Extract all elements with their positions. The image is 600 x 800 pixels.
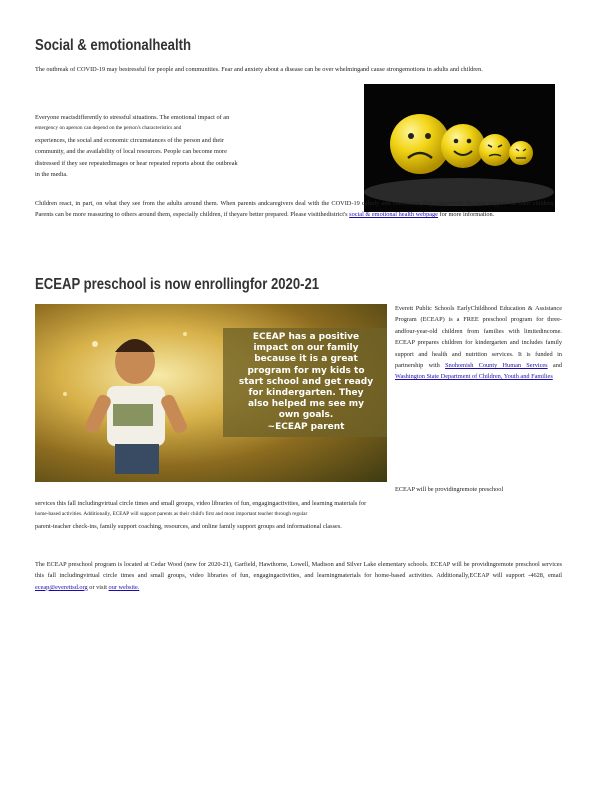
stress-paragraph [35,112,355,180]
quote-line: program for my kids to [247,365,365,376]
children-text: Children react, in part, on what they see from the adults around them. When parents andcaregivers deal with the COVID-19 calmly and confidently,they canprovide the best support for their children. Parents can be more reassuring to others around them, especially children, if theyare better prepared. Please visitthedistrict's [35,200,555,219]
quote-attribution: ~ECEAP parent [267,421,345,432]
quote-line: impact on our family [253,343,359,354]
and-text: and [552,362,563,370]
snohomish-county-link[interactable]: Snohomish County Human Services [445,362,548,370]
children-paragraph [35,198,555,221]
emoji-balls-photo [364,84,555,212]
social-emotional-heading: Social & emotionalhealth [35,37,192,54]
intro-paragraph [35,64,555,75]
quote-line: ECEAP has a positive [252,332,360,342]
location-text: The ECEAP preschool program is located at Cedar Wood (new for 2020-21), Garfield, Hawthorne, Lowell, Madison and Silver Lake elementary schools. ECEAP will be providingremote preschool services this fall includingvirtual circle times and small groups, video libraries of fun, engagingactivities, and learningmaterials for home-based activities. Additionally,ECEAP will support -4628, email [35,561,562,580]
remote-lead-text: ECEAP will be providingremote preschool [395,486,504,493]
quote-line: own goals. [278,410,334,421]
stress-line: distressed if they see repeatedimages or hear repeated reports about the outbreak [35,159,238,167]
stress-line: in the media. [35,171,68,179]
emoji-balls-image [364,84,555,212]
eceap-description: Everett Public Schools EarlyChildhood Education & Assistance Program (ECEAP) is a FREE preschool program for three-andfour-year-old children from families with limitedincome. ECEAP prepares children for kindergarten and includes family support and health and nutrition services. It is funded in partnership with [395,305,562,370]
or-visit-text: or visit [89,583,107,591]
remote-line: home-based activities. Additionally, ECEAP will support parents as their child's first and most important teacher through regular [35,511,308,518]
child-sprinkler-photo [35,304,387,482]
stress-line: Everyone reactsdifferently to stressful situations. The emotional impact of an [35,114,230,121]
remote-paragraph [35,498,562,532]
quote-line: start school and get ready [238,376,374,387]
stress-line: emergency on aperson can depend on the person's characteristics and [35,125,182,132]
remote-line: parent-teacher check-ins, family support coaching, resources, and online family support groups and informational classes. [35,522,342,530]
dcyf-link[interactable]: Washington State Department of Children, Youth and Families [395,373,553,381]
parent-quote-box [223,328,387,437]
quote-line: also helped me see my [247,399,365,410]
location-paragraph [35,559,562,593]
quote-line: for kindergarten. They [248,388,364,399]
website-link[interactable]: our website. [108,583,140,591]
stress-line: experiences, the social and economic circumstances of the person and their [35,136,225,144]
eceap-heading: ECEAP preschool is now enrollingfor 2020-21 [35,276,320,293]
remote-line: services this fall includingvirtual circle times and small groups, video libraries of fun, engagingactivities, and learning materials for [35,500,367,507]
eceap-side-paragraph [395,303,562,383]
email-link[interactable]: eceap@everettsd.org [35,583,88,591]
quote-line: because it is a great [254,354,358,365]
intro-text: The outbreak of COVID-19 may bestressful for people and communities. Fear and anxiety about a disease can be over whelmingand cause strongemotions in adults and children. [35,66,483,73]
more-info-text: for more information. [439,211,495,219]
stress-line: community, and the availability of local resources. People can become more [35,148,227,156]
social-emotional-health-link[interactable]: social & emotional health webpage [349,211,438,219]
